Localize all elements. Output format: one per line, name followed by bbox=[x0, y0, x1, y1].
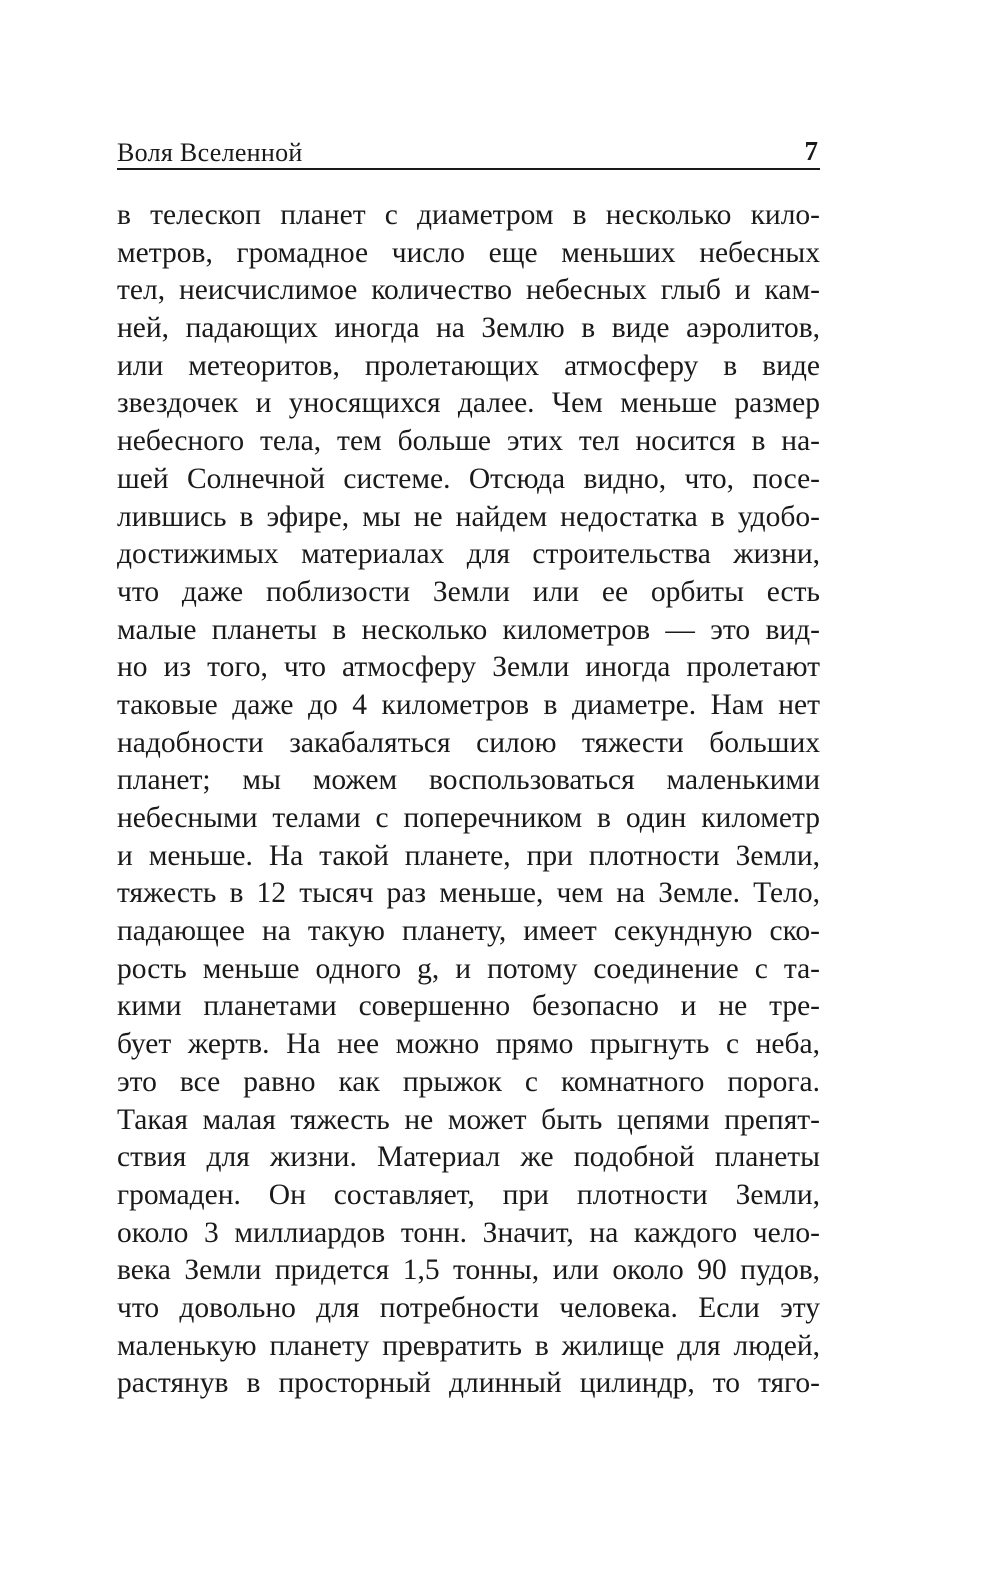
text-line: что довольно для потребности человека. Если эту bbox=[117, 1291, 820, 1324]
page-number: 7 bbox=[804, 136, 818, 166]
text-line: века Земли придется 1,5 тонны, или около 90 пудов, bbox=[117, 1254, 820, 1287]
text-line: тел, неисчислимое количество небесных глыб и кам- bbox=[117, 274, 820, 307]
text-line: рость меньше одного g, и потому соединение с та- bbox=[117, 952, 820, 985]
text-line: ней, падающих иногда на Землю в виде аэролитов, bbox=[117, 312, 820, 345]
text-line: маленькую планету превратить в жилище для людей, bbox=[117, 1329, 820, 1362]
text-line: кими планетами совершенно безопасно и не тре- bbox=[117, 990, 820, 1023]
text-line: падающее на такую планету, имеет секундную ско- bbox=[117, 915, 820, 948]
text-line: надобности закабаляться силою тяжести больших bbox=[117, 726, 820, 759]
header-rule bbox=[117, 168, 820, 170]
text-line: около 3 миллиардов тонн. Значит, на каждого чело- bbox=[117, 1216, 820, 1249]
text-line: метров, громадное число еще меньших небесных bbox=[117, 236, 820, 269]
text-line: громаден. Он составляет, при плотности Земли, bbox=[117, 1178, 820, 1211]
body-text bbox=[117, 197, 820, 1403]
text-line: тяжесть в 12 тысяч раз меньше, чем на Земле. Тело, bbox=[117, 877, 820, 910]
text-line: лившись в эфире, мы не найдем недостатка в удобо- bbox=[117, 500, 820, 533]
text-line: что даже поблизости Земли или ее орбиты есть bbox=[117, 575, 820, 608]
page-header bbox=[117, 128, 820, 168]
text-line: или метеоритов, пролетающих атмосферу в виде bbox=[117, 349, 820, 382]
text-line: растянув в просторный длинный цилиндр, то тяго- bbox=[117, 1367, 820, 1400]
text-line: ствия для жизни. Материал же подобной планеты bbox=[117, 1141, 820, 1174]
text-line: таковые даже до 4 километров в диаметре. Нам нет bbox=[117, 688, 820, 721]
text-line: достижимых материалах для строительства жизни, bbox=[117, 538, 820, 571]
text-line: бует жертв. На нее можно прямо прыгнуть с неба, bbox=[117, 1028, 820, 1061]
text-line: но из того, что атмосферу Земли иногда пролетают bbox=[117, 651, 820, 684]
text-line: это все равно как прыжок с комнатного порога. bbox=[117, 1065, 820, 1098]
running-title: Воля Вселенной bbox=[117, 138, 303, 167]
text-line: небесными телами с поперечником в один километр bbox=[117, 802, 820, 834]
text-line: и меньше. На такой планете, при плотности Земли, bbox=[117, 839, 820, 872]
text-line: малые планеты в несколько километров — это вид- bbox=[117, 613, 820, 646]
text-line: в телескоп планет с диаметром в несколько кило- bbox=[117, 199, 820, 231]
text-line: шей Солнечной системе. Отсюда видно, что, посе- bbox=[117, 462, 820, 495]
text-line: небесного тела, тем больше этих тел носится в на- bbox=[117, 425, 820, 458]
text-line: звездочек и уносящихся далее. Чем меньше размер bbox=[117, 387, 820, 420]
text-line: планет; мы можем воспользоваться маленькими bbox=[117, 764, 820, 797]
text-line: Такая малая тяжесть не может быть цепями препят- bbox=[117, 1103, 820, 1136]
